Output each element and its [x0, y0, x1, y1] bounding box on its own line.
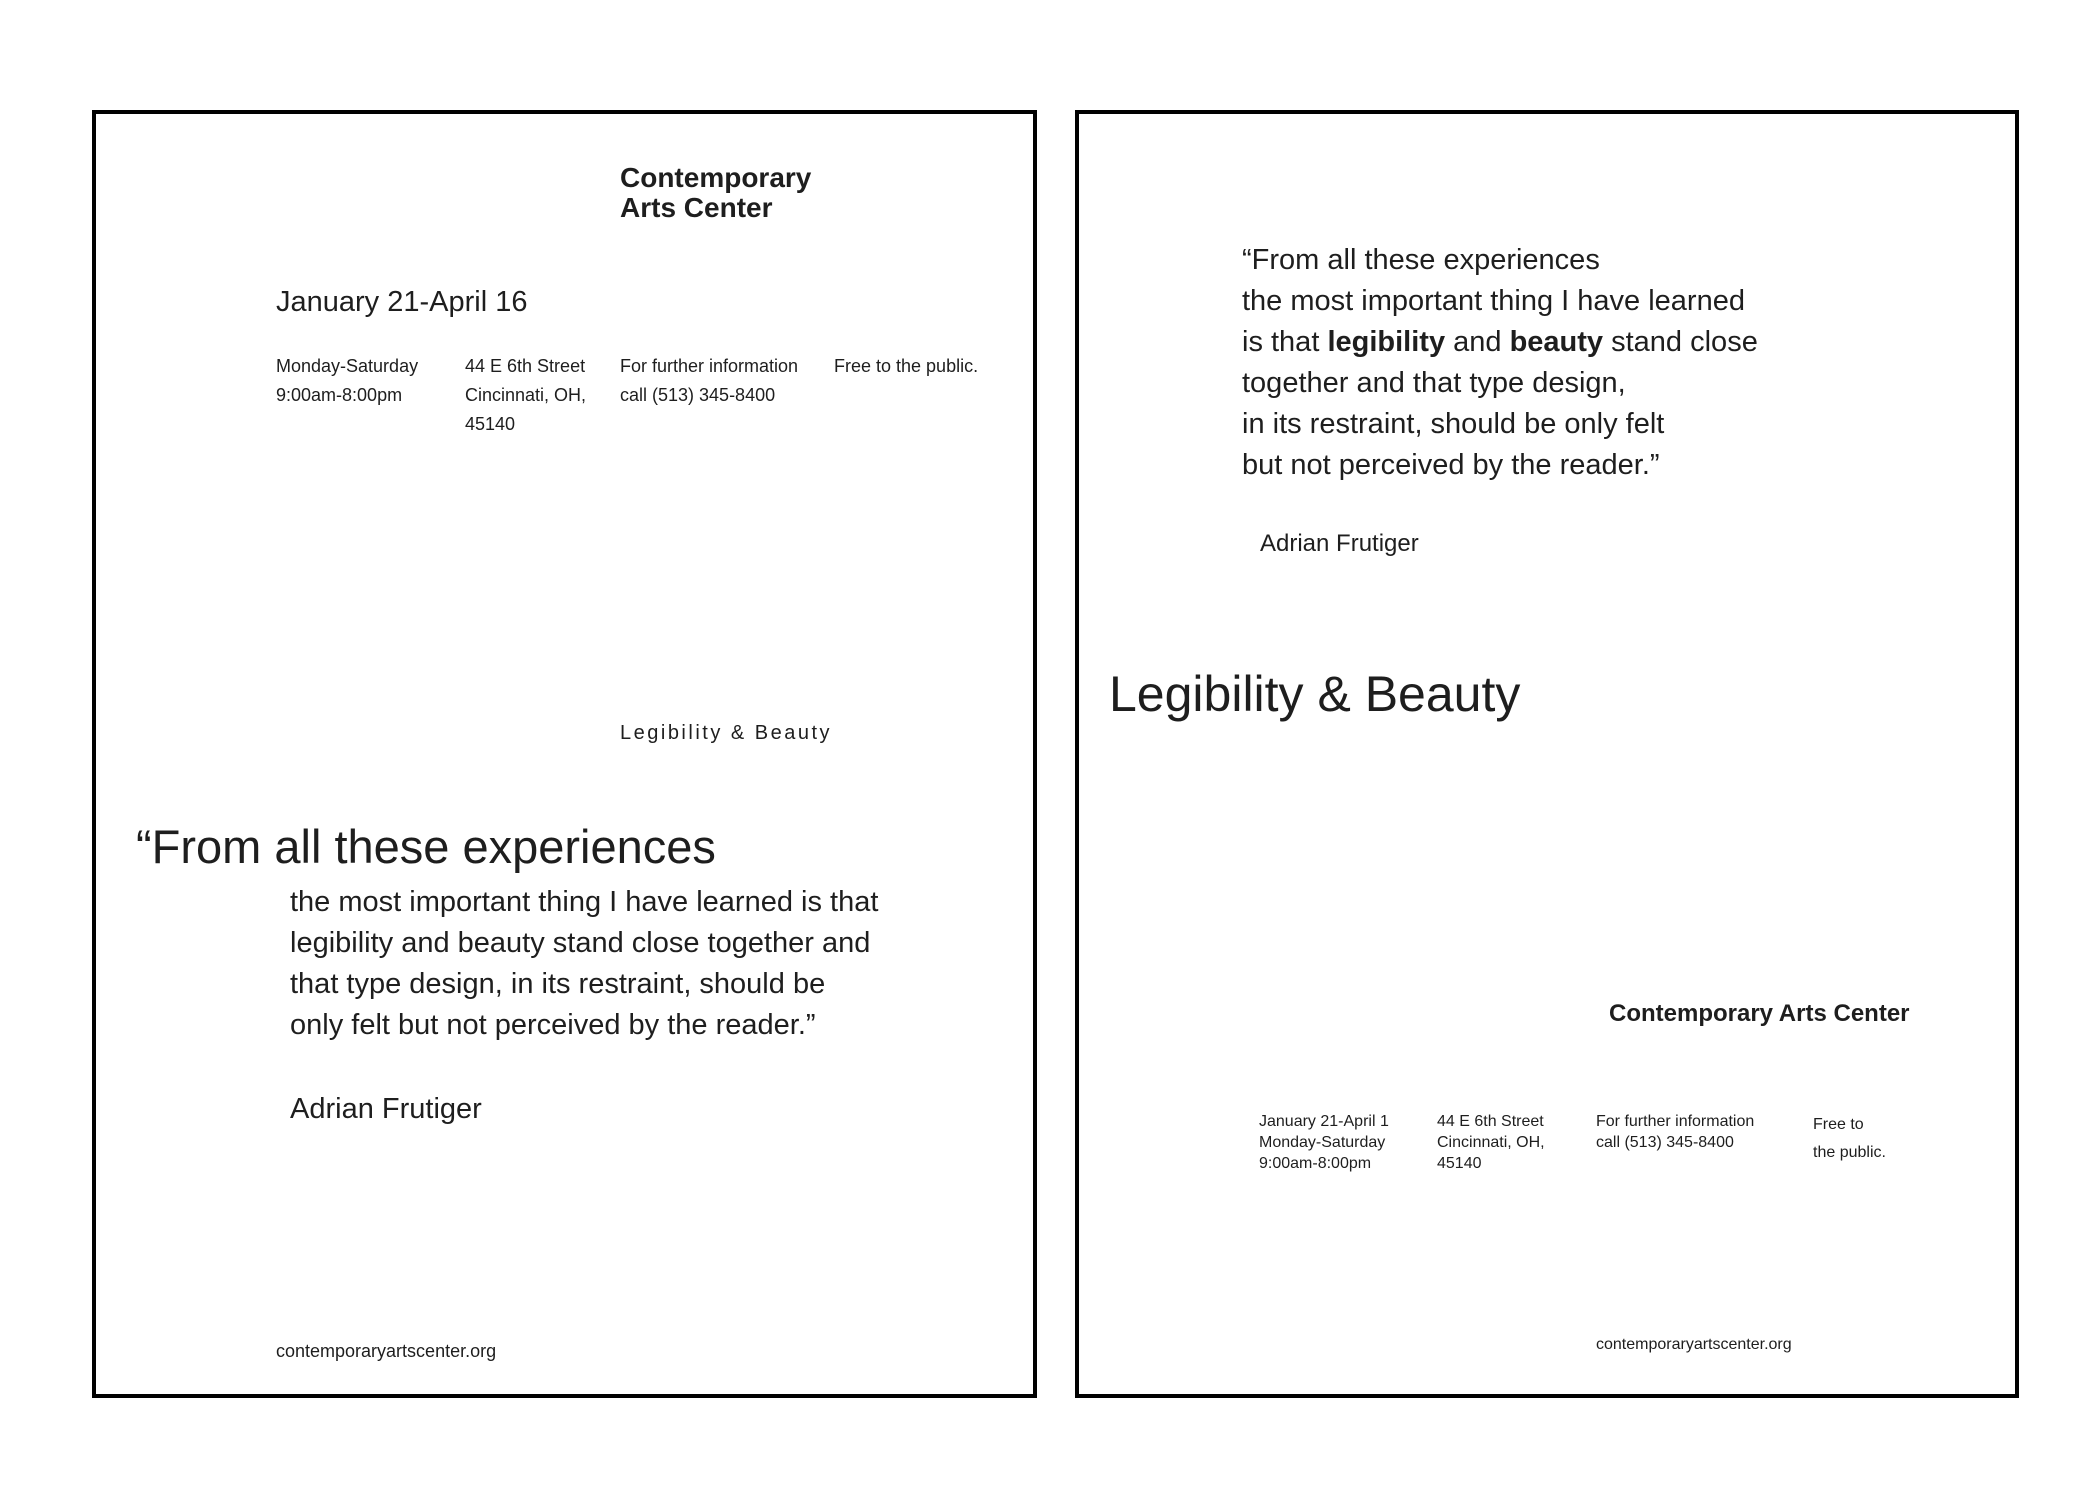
- quote-body: [1242, 240, 1758, 486]
- exhibition-dates: January 21-April 16: [276, 286, 528, 318]
- org-name: Contemporary Arts Center: [1609, 1000, 1910, 1027]
- opening-hours: Monday-Saturday 9:00am-8:00pm: [276, 356, 419, 405]
- quote-text: stand close together and that type design, in its restraint, should be only felt but not perceived by the reader.”: [1242, 326, 1758, 481]
- address: 44 E 6th Street Cincinnati, OH, 45140: [465, 356, 587, 434]
- website-url: contemporaryartscenter.org: [1596, 1336, 1792, 1353]
- admission-note: Free to the public.: [834, 356, 979, 376]
- dates-and-hours: January 21-April 1 Monday-Saturday 9:00am-8:00pm: [1259, 1113, 1389, 1172]
- info-phone: For further information call (513) 345-8400: [620, 356, 799, 405]
- quote-emphasis: beauty: [1509, 326, 1604, 358]
- quote-opening: “From all these experiences: [136, 820, 716, 873]
- poster-right: [1075, 110, 2019, 1398]
- website-url: contemporaryartscenter.org: [276, 1341, 497, 1361]
- quote-body: the most important thing I have learned is that legibility and beauty stand close together and that type design, in its restraint, should be only felt but not perceived by the reader.”: [290, 886, 879, 1041]
- info-phone: For further information call (513) 345-8400: [1596, 1113, 1755, 1151]
- exhibition-title: Legibility & Beauty: [1109, 666, 1521, 722]
- poster-left: [92, 110, 1037, 1398]
- exhibition-title: Legibility & Beauty: [620, 722, 833, 744]
- quote-text: and: [1445, 326, 1510, 358]
- quote-author: Adrian Frutiger: [290, 1093, 482, 1125]
- quote-emphasis: legibility: [1327, 326, 1446, 358]
- quote-text: “From all these experiences the most important thing I have learned is that: [1242, 244, 1745, 358]
- org-name: Contemporary Arts Center: [620, 162, 812, 223]
- admission-note: Free to the public.: [1813, 1116, 1886, 1161]
- quote-author: Adrian Frutiger: [1260, 530, 1419, 557]
- address: 44 E 6th Street Cincinnati, OH, 45140: [1437, 1113, 1545, 1172]
